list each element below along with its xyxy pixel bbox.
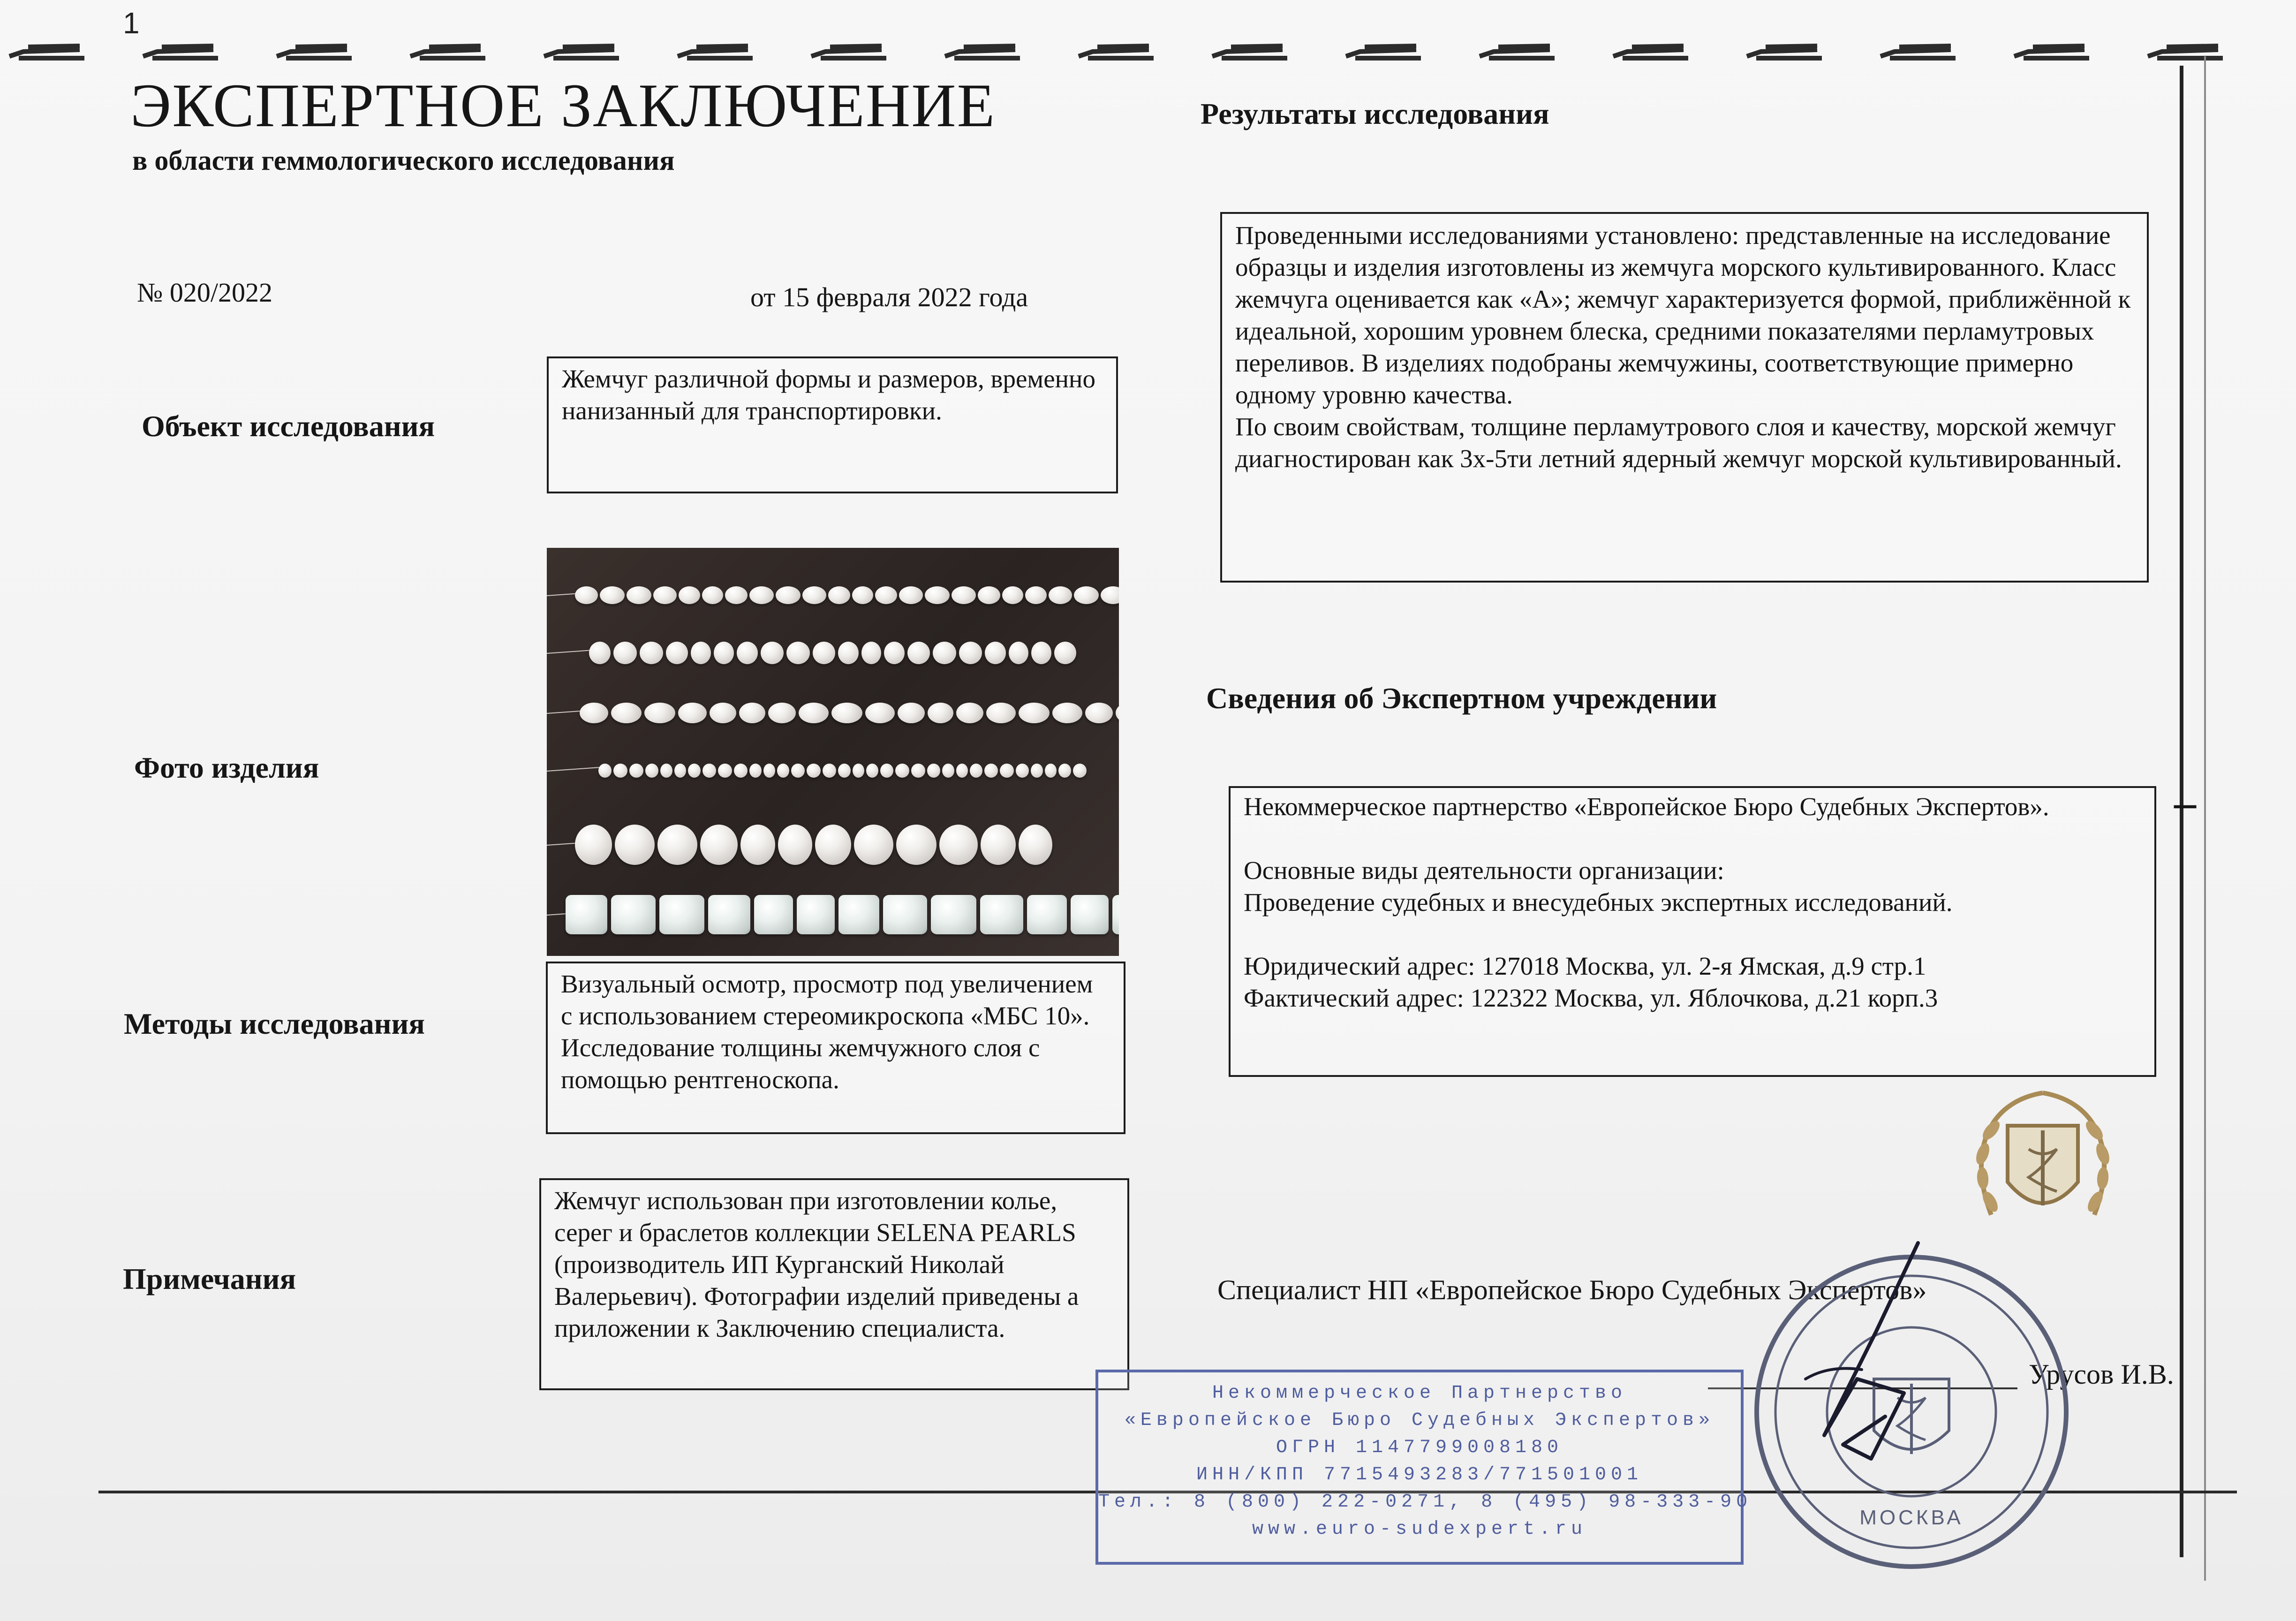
pearl: [777, 764, 789, 778]
results-paragraph-2: По своим свойствам, толщине перламутрового слоя и качеству, морской жемчуг диагностирован как 3х-5ти летний ядерный жемчуг морской культивированный.: [1235, 412, 2122, 473]
pearl: [959, 642, 982, 664]
strand-thread: [547, 710, 584, 714]
specialist-title: Специалист НП «Европейское Бюро Судебных Экспертов»: [1217, 1274, 1927, 1305]
pearl: [627, 586, 651, 604]
methods-label: Методы исследования: [124, 1007, 425, 1040]
pearl: [737, 642, 758, 664]
pearl: [739, 703, 765, 723]
binding-ring: [1480, 46, 1555, 58]
pearl: [838, 895, 879, 934]
pearl: [566, 895, 607, 934]
pearl: [691, 642, 711, 664]
pearl: [1052, 703, 1082, 723]
pearl: [898, 703, 925, 723]
pearl-strand: [589, 642, 1076, 664]
binding-ring: [2014, 46, 2089, 58]
pearl: [1031, 764, 1043, 778]
pearl: [666, 642, 688, 664]
pearl: [931, 895, 976, 934]
edge-mark: I: [2167, 802, 2204, 811]
pearl: [956, 703, 983, 723]
pearl: [939, 825, 978, 865]
pearl: [611, 703, 642, 723]
pearl: [895, 764, 909, 778]
pearl: [815, 825, 851, 865]
pearl: [838, 642, 859, 664]
pearl: [786, 642, 810, 664]
pearl: [928, 703, 953, 723]
binding-ring: [2148, 46, 2223, 58]
pearl: [702, 586, 723, 604]
pearl-strand: [566, 895, 1119, 934]
pearl: [714, 642, 734, 664]
pearl: [718, 764, 732, 778]
document-number: № 020/2022: [137, 277, 272, 308]
pearl: [1031, 642, 1051, 664]
legal-address: Юридический адрес: 127018 Москва, ул. 2-я Ямская, д.9 стр.1: [1244, 952, 1926, 980]
methods-text: Визуальный осмотр, просмотр под увеличением с использованием стереомикроскопа «МБС 10». Исследование толщины жемчужного слоя с помощью рентгеноскопа.: [561, 970, 1093, 1094]
pearl: [1019, 825, 1052, 865]
binding-ring: [544, 46, 619, 58]
pearl: [952, 586, 976, 604]
binding-ring: [1212, 46, 1287, 58]
handwritten-signature: [1763, 1238, 2026, 1501]
pearl: [710, 703, 736, 723]
pearl: [907, 642, 930, 664]
pearl: [942, 764, 954, 778]
binding-ring: [277, 46, 352, 58]
pearl: [1027, 895, 1067, 934]
pearl: [1073, 764, 1087, 778]
strand-thread: [547, 650, 594, 654]
pearl: [702, 764, 716, 778]
specialist-name: Урусов И.В.: [2029, 1359, 2174, 1390]
page-number: 1: [123, 6, 140, 40]
pearl: [768, 703, 796, 723]
stamp-line-6: www.euro-sudexpert.ru: [1252, 1519, 1587, 1540]
binding-ring: [1346, 46, 1421, 58]
pearl: [679, 586, 700, 604]
pearl: [933, 642, 956, 664]
photo-label: Фото изделия: [134, 751, 319, 784]
pearl: [600, 586, 625, 604]
pearl: [629, 764, 643, 778]
actual-address: Фактический адрес: 122322 Москва, ул. Яблочкова, д.21 корп.3: [1244, 984, 1938, 1012]
stamp-line-2: «Европейское Бюро Судебных Экспертов»: [1124, 1410, 1715, 1431]
pearl: [763, 764, 775, 778]
pearl: [823, 764, 836, 778]
pearl: [984, 764, 998, 778]
binding-ring: [9, 46, 84, 58]
page-edge-shadow: [2204, 56, 2209, 1581]
pearl: [778, 825, 812, 865]
binding-ring: [678, 46, 753, 58]
spiral-binding: [0, 19, 2296, 70]
pearl: [986, 703, 1016, 723]
institution-name: Некоммерческое партнерство «Европейское Бюро Судебных Экспертов».: [1244, 792, 2049, 821]
object-label: Объект исследования: [142, 409, 435, 443]
pearl: [653, 586, 677, 604]
pearl: [761, 642, 784, 664]
pearl: [791, 764, 805, 778]
pearl: [708, 895, 750, 934]
binding-ring: [1747, 46, 1822, 58]
pearl: [615, 825, 655, 865]
pearl: [896, 825, 937, 865]
pearl: [927, 764, 940, 778]
activity-text: Проведение судебных и внесудебных экспертных исследований.: [1244, 888, 1953, 917]
stamp-line-4: ИНН/КПП 7715493283/771501001: [1196, 1464, 1643, 1485]
pearl: [884, 642, 905, 664]
pearl: [580, 703, 608, 723]
methods-box: [546, 962, 1125, 1134]
pearl: [749, 764, 762, 778]
stamp-line-3: ОГРН 1147799008180: [1276, 1437, 1563, 1458]
organization-stamp: [1095, 1370, 1752, 1565]
binding-ring: [1613, 46, 1688, 58]
pearl: [1101, 586, 1119, 604]
pearl: [807, 764, 821, 778]
pearl: [813, 642, 835, 664]
pearl: [1009, 642, 1028, 664]
object-text: Жемчуг различной формы и размеров, временно нанизанный для транспортировки.: [562, 364, 1095, 425]
pearl-strand: [575, 586, 1119, 604]
pearl-strand: [575, 825, 1052, 865]
notes-text: Жемчуг использован при изготовлении колье, серег и браслетов коллекции SELENA PEARLS (производитель ИП Курганский Николай Валерьевич). Фотографии изделий приведены а приложении к Заключению специалиста.: [554, 1186, 1079, 1342]
pearl: [883, 895, 927, 934]
notes-box: [539, 1178, 1129, 1390]
pearl: [598, 764, 612, 778]
pearl: [981, 825, 1016, 865]
pearl: [613, 764, 627, 778]
pearl: [828, 586, 850, 604]
pearl: [589, 642, 611, 664]
document-subtitle: в области геммологического исследования: [132, 145, 675, 176]
pearl-strand: [580, 703, 1119, 723]
pearl: [1000, 764, 1014, 778]
pearl: [688, 764, 701, 778]
pearl: [911, 764, 925, 778]
binding-ring: [1881, 46, 1956, 58]
pearl: [1016, 764, 1029, 778]
institution-heading: Сведения об Экспертном учреждении: [1206, 682, 1717, 715]
pearl: [985, 642, 1006, 664]
pearl: [978, 586, 1000, 604]
pearl: [980, 895, 1023, 934]
binding-ring: [1079, 46, 1154, 58]
pearl: [1054, 642, 1076, 664]
pearl: [880, 764, 893, 778]
pearl: [1058, 764, 1071, 778]
pearl: [1025, 586, 1047, 604]
results-heading: Результаты исследования: [1201, 97, 1549, 130]
pearl: [853, 764, 864, 778]
pearl: [865, 703, 895, 723]
pearl: [725, 586, 748, 604]
pearl: [575, 586, 598, 604]
binding-ring: [945, 46, 1020, 58]
pearl: [776, 586, 801, 604]
pearl: [734, 764, 748, 778]
pearl: [660, 764, 672, 778]
pearl: [1074, 586, 1099, 604]
stamp-line-1: Некоммерческое Партнерство: [1212, 1383, 1627, 1404]
laurel-emblem-icon: [1958, 1074, 2127, 1252]
pearl: [674, 764, 686, 778]
binding-ring: [410, 46, 485, 58]
pearl: [797, 895, 835, 934]
pearl-photo: [547, 548, 1119, 956]
binding-ring: [143, 46, 218, 58]
pearl: [970, 764, 982, 778]
pearl: [956, 764, 968, 778]
pearl: [925, 586, 950, 604]
strand-thread: [547, 767, 603, 772]
pearl: [575, 825, 612, 865]
results-box: [1220, 212, 2149, 583]
pearl: [657, 825, 697, 865]
pearl: [644, 703, 675, 723]
pearl: [799, 703, 829, 723]
object-box: [547, 356, 1118, 493]
pearl: [1071, 895, 1109, 934]
binding-rings-icon: [0, 19, 2296, 70]
binding-ring: [811, 46, 886, 58]
pearl: [678, 703, 707, 723]
pearl: [899, 586, 923, 604]
stamp-line-5: Тел.: 8 (800) 222-0271, 8 (495) 98-333-90: [1098, 1492, 1752, 1513]
pearl: [1085, 703, 1113, 723]
pearl: [831, 703, 862, 723]
pearl: [659, 895, 704, 934]
pearl: [1112, 895, 1119, 934]
pearl-strand: [598, 764, 1087, 778]
activity-title: Основные виды деятельности организации:: [1244, 856, 1724, 885]
pearl: [640, 642, 663, 664]
pearl: [875, 586, 897, 604]
pearl: [613, 642, 637, 664]
pearl: [861, 642, 881, 664]
pearl: [740, 825, 775, 865]
institution-box: [1229, 786, 2156, 1077]
pearl: [1045, 764, 1057, 778]
seal-city: МОСКВА: [1859, 1506, 1964, 1529]
pearl: [754, 895, 793, 934]
results-paragraph-1: Проведенными исследованиями установлено: представленные на исследование образцы и изделия изготовлены из жемчуга морского культивированного. Класс жемчуга оценивается как «А»; жемчуг характеризуется формой, приближённой к идеальной, хорошим уровнем блеска, средними показателями перламутровых переливов. В изделиях подобраны жемчужины, соответствующие примерно одному уровню качества.: [1235, 221, 2131, 409]
pearl: [611, 895, 656, 934]
document-date: от 15 февраля 2022 года: [750, 282, 1028, 312]
pearl: [1049, 586, 1072, 604]
pearl: [749, 586, 774, 604]
pearl: [1116, 703, 1119, 723]
document-title: ЭКСПЕРТНОЕ ЗАКЛЮЧЕНИЕ: [130, 71, 996, 140]
pearl: [645, 764, 658, 778]
pearl: [866, 764, 878, 778]
pearl: [1002, 586, 1023, 604]
pearl: [838, 764, 851, 778]
notes-label: Примечания: [123, 1262, 296, 1295]
pearl: [802, 586, 826, 604]
pearl: [700, 825, 738, 865]
pearl: [854, 825, 893, 865]
page-edge: [2180, 66, 2188, 1557]
pearl: [852, 586, 873, 604]
pearl: [1019, 703, 1050, 723]
